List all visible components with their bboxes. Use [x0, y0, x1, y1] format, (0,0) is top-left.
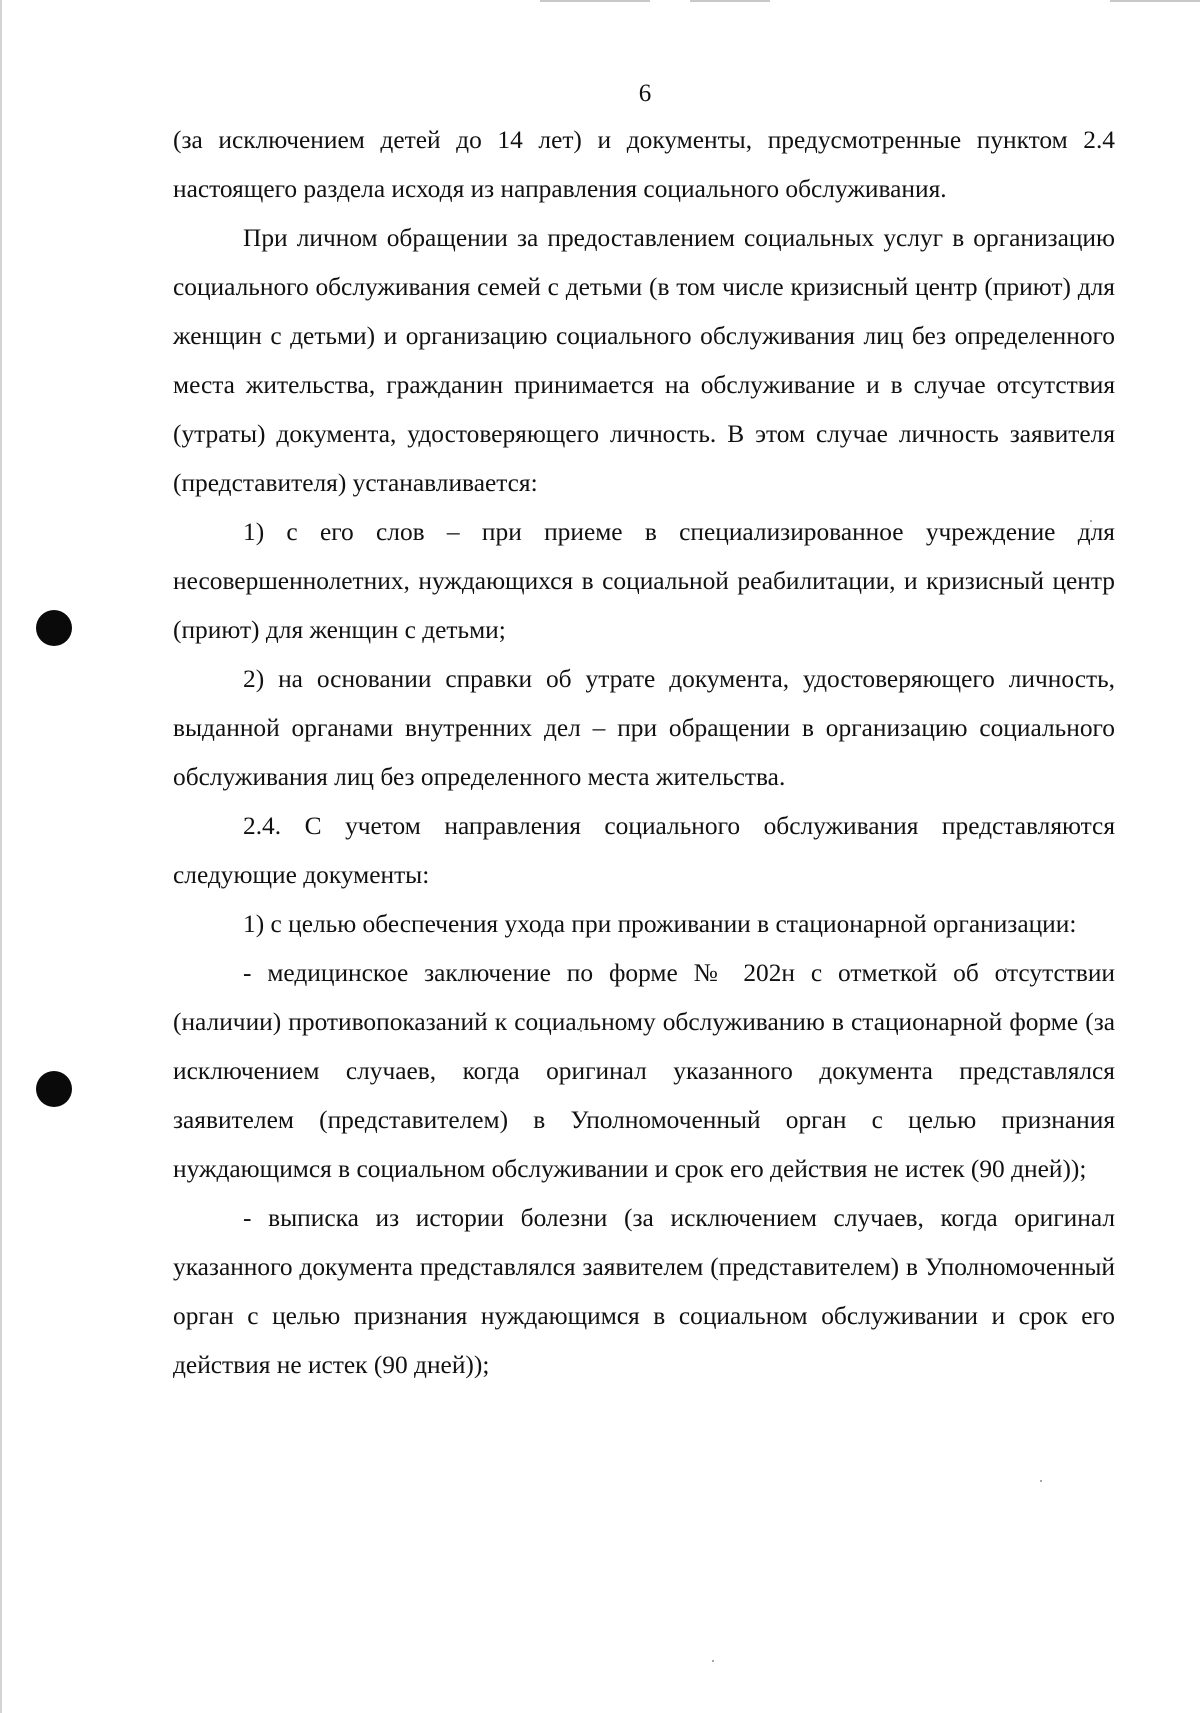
list-item-stationary-care: 1) с целью обеспечения ухода при проживании в стационарной организации:	[243, 910, 1077, 938]
scan-edge-line	[0, 0, 2, 1713]
list-item-verbal-identification: 1) с его слов – при приеме в специализированное учреждение для несовершеннолетних, нуждающихся в социальной реабилитации, и кризисный центр (приют) для женщин с детьми;	[173, 518, 1115, 644]
scan-artifact	[690, 0, 770, 2]
bullet-medical-conclusion: - медицинское заключение по форме № 202н с отметкой об отсутствии (наличии) противопоказаний к социальному обслуживанию в стационарной форме (за исключением случаев, когда оригинал указанного документа представлялся заявителем (представителем) в Уполномоченный орган с целью признания нуждающимся в социальном обслуживании и срок его действия не истек (90 дней));	[173, 959, 1115, 1183]
section-heading-2-4: 2.4. С учетом направления социального обслуживания представляются следующие документы:	[173, 812, 1115, 889]
scan-speck	[1040, 1480, 1042, 1482]
list-item-loss-certificate: 2) на основании справки об утрате документа, удостоверяющего личность, выданной органами внутренних дел – при обращении в организацию социального обслуживания лиц без определенного места жительства.	[173, 665, 1115, 791]
paragraph-personal-request: При личном обращении за предоставлением социальных услуг в организацию социального обслуживания семей с детьми (в том числе кризисный центр (приют) для женщин с детьми) и организацию социального обслуживания лиц без определенного места жительства, гражданин принимается на обслуживание и в случае отсутствия (утраты) документа, удостоверяющего личность. В этом случае личность заявителя (представителя) устанавливается:	[173, 224, 1115, 497]
document-body	[173, 116, 1115, 1390]
paragraph-intro-continuation: (за исключением детей до 14 лет) и документы, предусмотренные пунктом 2.4 настоящего раздела исходя из направления социального обслуживания.	[173, 126, 1115, 203]
scan-artifact	[1110, 0, 1200, 2]
bullet-medical-history-extract: - выписка из истории болезни (за исключением случаев, когда оригинал указанного документа представлялся заявителем (представителем) в Уполномоченный орган с целью признания нуждающимся в социальном обслуживании и срок его действия не истек (90 дней));	[173, 1204, 1115, 1379]
scan-speck	[712, 1660, 714, 1662]
punch-hole	[36, 610, 72, 646]
page-number: 6	[638, 80, 652, 107]
punch-hole	[36, 1071, 72, 1107]
scan-artifact	[540, 0, 650, 2]
